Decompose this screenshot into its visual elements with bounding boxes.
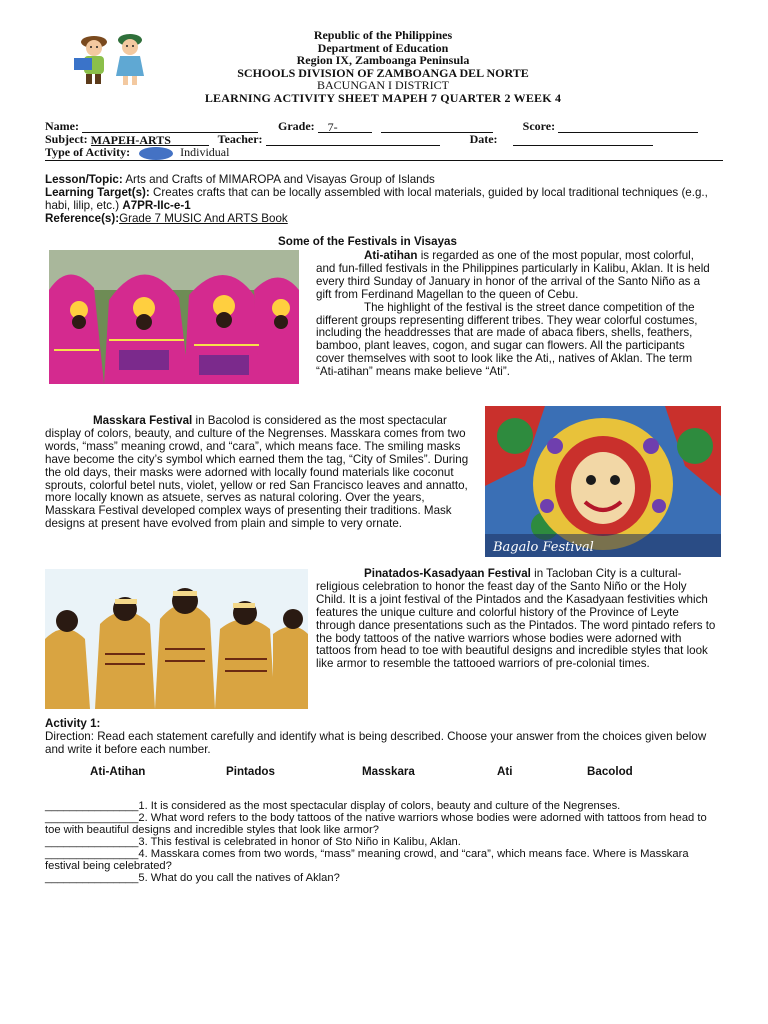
question-1: [45, 800, 725, 812]
topic-label: Lesson/Topic:: [45, 173, 123, 186]
form-row-2: [45, 133, 653, 146]
grade-field[interactable]: 7-: [318, 121, 372, 133]
activity-direction: Direction: Read each statement carefully and identify what is being described. Choose your answer from the choices given below and write it before each number.: [45, 729, 707, 756]
masskara-text: [45, 415, 473, 531]
question-3-text: 3. This festival is celebrated in honor of Sto Niño in Kalibu, Aklan.: [138, 836, 461, 848]
date-field[interactable]: [513, 134, 653, 146]
header-deped: Department of Education: [317, 40, 449, 55]
question-2-text: 2. What word refers to the body tattoos of the native warriors whose bodies were adorned with tattoos from head to toe with beautiful designs and incredible styles that look like armor?: [45, 812, 707, 837]
choice-ati-atihan: Ati-Atihan: [90, 765, 146, 778]
masskara-body: in Bacolod is considered as the most spectacular display of colors, beauty, and culture of the Negrenses. Masskara comes from two words, “mass” meaning crowd, and “cara”, which means face. The smiling masks have become the city’s symbol which earned them the tag, “City of Smiles”. During the old days, their masks were adorned with locally found materials like coconut sprouts, colorful betel nuts, violet, yellow or red San Francisco leaves and annatto, more locally known as atsuete, serves as natural coloring. Over the years, Masskara Festival developed complex ways of presenting their traditions. Mask designs at present have evolved from plain and simple to very ornate.: [45, 414, 469, 531]
choice-pintados: Pintados: [226, 765, 275, 778]
topic-value: Arts and Crafts of MIMAROPA and Visayas Group of Islands: [125, 173, 435, 186]
pintados-title: Pinatados-Kasadyaan Festival: [364, 567, 531, 580]
answer-blank-3[interactable]: _______________: [45, 836, 139, 848]
choice-ati: Ati: [497, 765, 513, 778]
question-4: [45, 848, 725, 873]
header-region: Region IX, Zamboanga Peninsula: [296, 53, 470, 68]
type-label: Type of Activity:: [45, 145, 131, 159]
pintados-photo: [45, 569, 308, 709]
type-oval-marker: [139, 147, 173, 160]
ati-atihan-text: [316, 250, 714, 379]
header-division: SCHOOLS DIVISION OF ZAMBOANGA DEL NORTE: [237, 65, 529, 80]
header-republic: Republic of the Philippines: [313, 28, 453, 42]
type-value: Individual: [180, 145, 230, 159]
masskara-photo: [485, 406, 721, 557]
target-label: Learning Target(s):: [45, 185, 150, 199]
question-2: [45, 812, 725, 837]
score-label: Score:: [522, 119, 556, 133]
reference-value: Grade 7 MUSIC And ARTS Book: [119, 211, 288, 225]
grade-label: Grade:: [277, 119, 315, 133]
ati-atihan-title: Ati-atihan: [364, 249, 418, 262]
subject-label: Subject:: [45, 132, 88, 146]
choice-bacolod: Bacolod: [587, 765, 633, 778]
teacher-label: Teacher:: [217, 132, 263, 146]
target-code: A7PR-IIc-e-1: [122, 198, 191, 212]
section-title: Some of the Festivals in Visayas: [278, 235, 457, 248]
pintados-body: in Tacloban City is a cultural-religious celebration to honor the feast day of the Santo Niño or the Holy Child. It is a joint festival of the Pintados and the Kasadyaan festivities which features the unique culture and colorful history of the Province of Leyte through dance presentations such as the Pintados. The word pintado refers to the body tattoos of the native warriors whose bodies were adorned with tattoos from head to toe with beautiful designs and incredible styles that look like armor to resemble the tattooed warriors of pre-colonial times.: [316, 567, 716, 671]
question-4-text: 4. Masskara comes from two words, “mass” meaning crowd, and “cara”, which means face. Where is Masskara festival being celebrated?: [45, 848, 689, 873]
document-header: [160, 29, 606, 105]
activity-title: Activity 1:: [45, 717, 101, 730]
form-row-1: [45, 120, 698, 133]
activity-block: [45, 718, 725, 757]
question-5: [45, 872, 725, 884]
answer-blank-5[interactable]: _______________: [45, 872, 139, 884]
pintados-text: [316, 568, 716, 671]
name-label: Name:: [45, 119, 79, 133]
school-logo: [68, 28, 154, 88]
lesson-block: [45, 174, 725, 226]
ati-atihan-photo: [49, 250, 299, 384]
target-value: Creates crafts that can be locally assembled with local materials, guided by local traditional techniques (e.g., habi, lilip, etc.): [45, 185, 708, 212]
question-1-text: 1. It is considered as the most spectacular display of colors, beauty and culture of the Negrenses.: [138, 800, 621, 812]
form-row-3: [45, 146, 229, 160]
header-district: BACUNGAN I DISTRICT: [317, 78, 449, 93]
question-3: [45, 836, 725, 848]
answer-blank-2[interactable]: _______________: [45, 812, 139, 824]
choice-masskara: Masskara: [362, 765, 415, 778]
teacher-field[interactable]: [266, 134, 440, 146]
ati-atihan-para2: The highlight of the festival is the street dance competition of the different groups representing different tribes. They wear colorful costumes, including the headdresses that are made of abaca fibers, shells, feathers, bamboo, plant leaves, cogon, and sugar can flowers. All the participants cover themselves with soot to look like the Ati,, natives of Aklan. The term “Ati-atihan” means make believe “Ati”.: [316, 300, 698, 379]
subject-field[interactable]: MAPEH-ARTS: [91, 134, 209, 146]
masskara-title: Masskara Festival: [93, 414, 193, 427]
header-divider: [45, 160, 723, 161]
ati-atihan-para1: is regarded as one of the most popular, most colorful, and fun-filled festivals in the Philippines particularly in Kalibu, Aklan. It is held every third Sunday of January in honor of the arrival of the Santo Niño as a gift from Ferdinand Magellan to the queen of Cebu.: [316, 249, 710, 301]
header-sheet-title: LEARNING ACTIVITY SHEET MAPEH 7 QUARTER 2 WEEK 4: [204, 90, 562, 105]
date-label: Date:: [469, 132, 498, 146]
masskara-photo-caption: Bagalo Festival: [493, 540, 594, 555]
reference-label: Reference(s):: [45, 211, 120, 225]
answer-blank-1[interactable]: _______________: [45, 800, 139, 812]
question-5-text: 5. What do you call the natives of Aklan?: [138, 872, 340, 884]
score-field[interactable]: [558, 121, 698, 133]
answer-blank-4[interactable]: _______________: [45, 848, 139, 860]
